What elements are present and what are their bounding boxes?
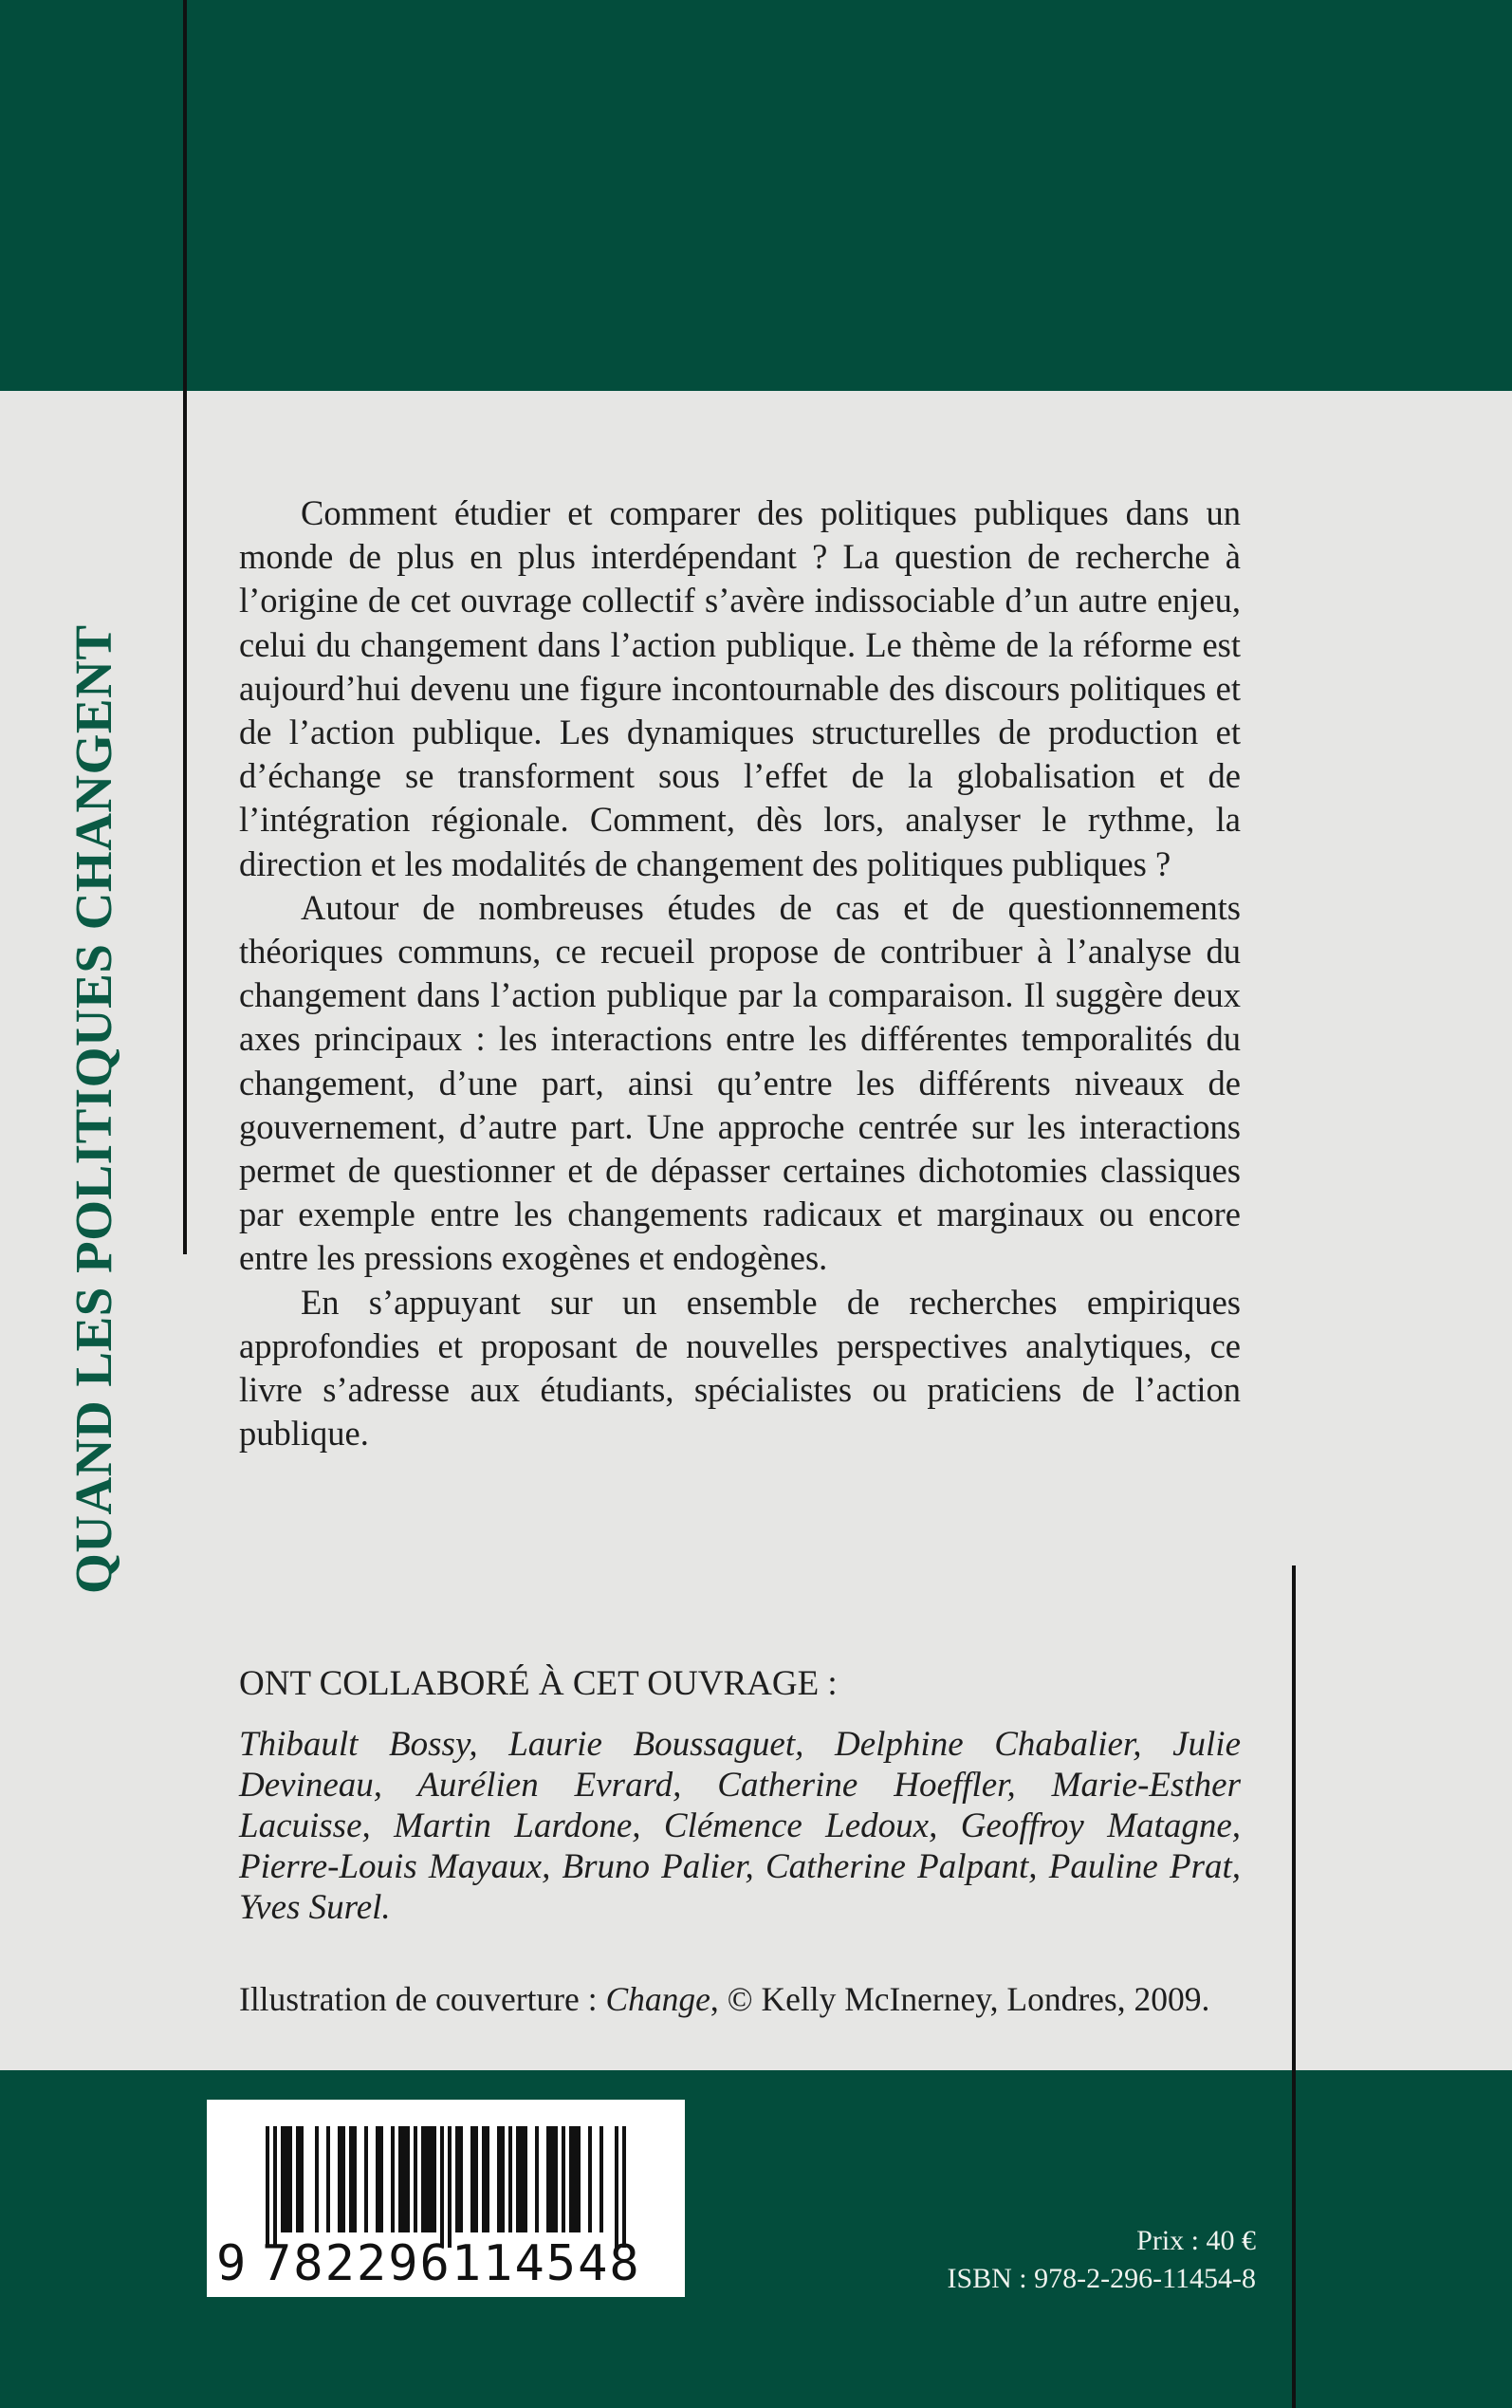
isbn-label: ISBN : 978-2-296-11454-8	[947, 2263, 1256, 2294]
barcode-bar	[497, 2126, 501, 2232]
barcode-bar	[376, 2126, 379, 2232]
barcode-bar	[281, 2126, 285, 2232]
barcode-bar	[315, 2126, 319, 2232]
barcode-bar	[414, 2126, 417, 2232]
barcode-bar	[622, 2126, 626, 2248]
barcode-bar	[353, 2126, 357, 2232]
barcode-bar	[524, 2126, 527, 2232]
barcode-bar	[429, 2126, 433, 2232]
barcode-bar	[554, 2126, 558, 2232]
barcode-bar	[562, 2126, 565, 2232]
barcode-bar	[599, 2126, 603, 2232]
back-cover-blurb	[239, 491, 1241, 1455]
top-color-band	[0, 0, 1512, 391]
credit-suffix: , © Kelly McInerney, Londres, 2009.	[710, 1980, 1210, 2018]
spine-title: QUAND LES POLITIQUES CHANGENT	[65, 624, 122, 1594]
barcode-bar	[550, 2126, 554, 2232]
barcode-bar	[402, 2126, 406, 2232]
barcode-bar	[326, 2126, 330, 2232]
barcode-bar	[288, 2126, 292, 2232]
barcode-bar	[455, 2126, 459, 2232]
barcode-bar	[546, 2126, 550, 2232]
barcode-bar	[300, 2126, 304, 2232]
barcode-bar	[440, 2126, 444, 2248]
price-label: Prix : 40 €	[1136, 2225, 1256, 2256]
barcode	[207, 2100, 685, 2297]
barcode-bar	[573, 2126, 577, 2232]
barcode-bar	[516, 2126, 520, 2232]
barcode-bar	[266, 2126, 269, 2248]
cover-illustration-credit	[239, 1978, 1241, 2021]
barcode-bar	[569, 2126, 573, 2232]
barcode-bar	[398, 2126, 402, 2232]
barcode-number	[207, 2235, 685, 2292]
barcode-bar	[482, 2126, 486, 2232]
barcode-bar	[406, 2126, 410, 2232]
barcode-bar	[338, 2126, 341, 2232]
barcode-bar	[296, 2126, 300, 2232]
barcode-bar	[577, 2126, 581, 2232]
blurb-paragraph-1: Comment étudier et comparer des politiques publiques dans un monde de plus en plus interdépendant ? La question de recherche à l’origine de cet ouvrage collectif s’avère indissociable d’un autre enjeu, celui du changement dans l’action publique. Le thème de la réforme est aujourd’hui devenu une figure incontournable des discours politiques et de l’action publique. Les dynamiques structurelles de production et d’échange se transforment sous l’effet de la globalisation et de l’intégration régionale. Comment, dès lors, analyser le rythme, la direction et les modalités de changement des politiques publiques ?	[239, 493, 1241, 883]
credit-work-title: Change	[605, 1980, 710, 2018]
barcode-bar	[520, 2126, 524, 2232]
barcode-bar	[508, 2126, 512, 2232]
barcode-bar	[391, 2126, 395, 2232]
barcode-bar	[486, 2126, 489, 2232]
collaborators-names: Thibault Bossy, Laurie Boussaguet, Delphine Chabalier, Julie Devineau, Aurélien Evrard, Catherine Hoeffler, Marie-Esther Lacuisse, Martin Lardone, Clémence Ledoux, Geoffroy Matagne, Pierre-Louis Mayaux, Bruno Palier, Catherine Palpant, Pauline Prat, Yves Surel.	[239, 1725, 1241, 1927]
barcode-bar	[421, 2126, 425, 2232]
barcode-bar	[615, 2126, 618, 2248]
collaborators-heading: ONT COLLABORÉ À CET OUVRAGE :	[239, 1664, 838, 1703]
barcode-bar	[459, 2126, 463, 2232]
barcode-bar	[501, 2126, 505, 2232]
barcode-bar	[588, 2126, 592, 2232]
spine-fold-line	[183, 0, 187, 1254]
barcode-bar	[470, 2126, 474, 2232]
barcode-first-digit: 9	[216, 2235, 247, 2292]
blurb-paragraph-3: En s’appuyant sur un ensemble de recherches empiriques approfondies et proposant de nouvelles perspectives analytiques, ce livre s’adresse aux étudiants, spécialistes ou praticiens de l’action publique.	[239, 1282, 1241, 1454]
barcode-bar	[285, 2126, 288, 2232]
barcode-bar	[448, 2126, 452, 2248]
barcode-digits: 782296114548	[262, 2235, 641, 2292]
barcode-bar	[349, 2126, 353, 2232]
barcode-bar	[341, 2126, 345, 2232]
barcode-bar	[379, 2126, 383, 2232]
flap-fold-line	[1292, 1565, 1296, 2408]
barcode-bar	[364, 2126, 368, 2232]
blurb-paragraph-2: Autour de nombreuses études de cas et de questionnements théoriques communs, ce recueil propose de contribuer à l’analyse du changement dans l’action publique par la comparaison. Il suggère deux axes principaux : les interactions entre les différentes temporalités du changement, d’une part, ainsi qu’entre les différents niveaux de gouvernement, d’autre part. Une approche centrée sur les interactions permet de questionner et de dépasser certaines dichotomies classiques par exemple entre les changements radicaux et marginaux ou encore entre les pressions exogènes et endogènes.	[239, 887, 1241, 1278]
credit-prefix: Illustration de couverture :	[239, 1980, 606, 2018]
barcode-bar	[535, 2126, 539, 2232]
barcode-bar	[425, 2126, 429, 2232]
barcode-bar	[273, 2126, 277, 2248]
barcode-bar	[433, 2126, 436, 2232]
barcode-bar	[474, 2126, 478, 2232]
